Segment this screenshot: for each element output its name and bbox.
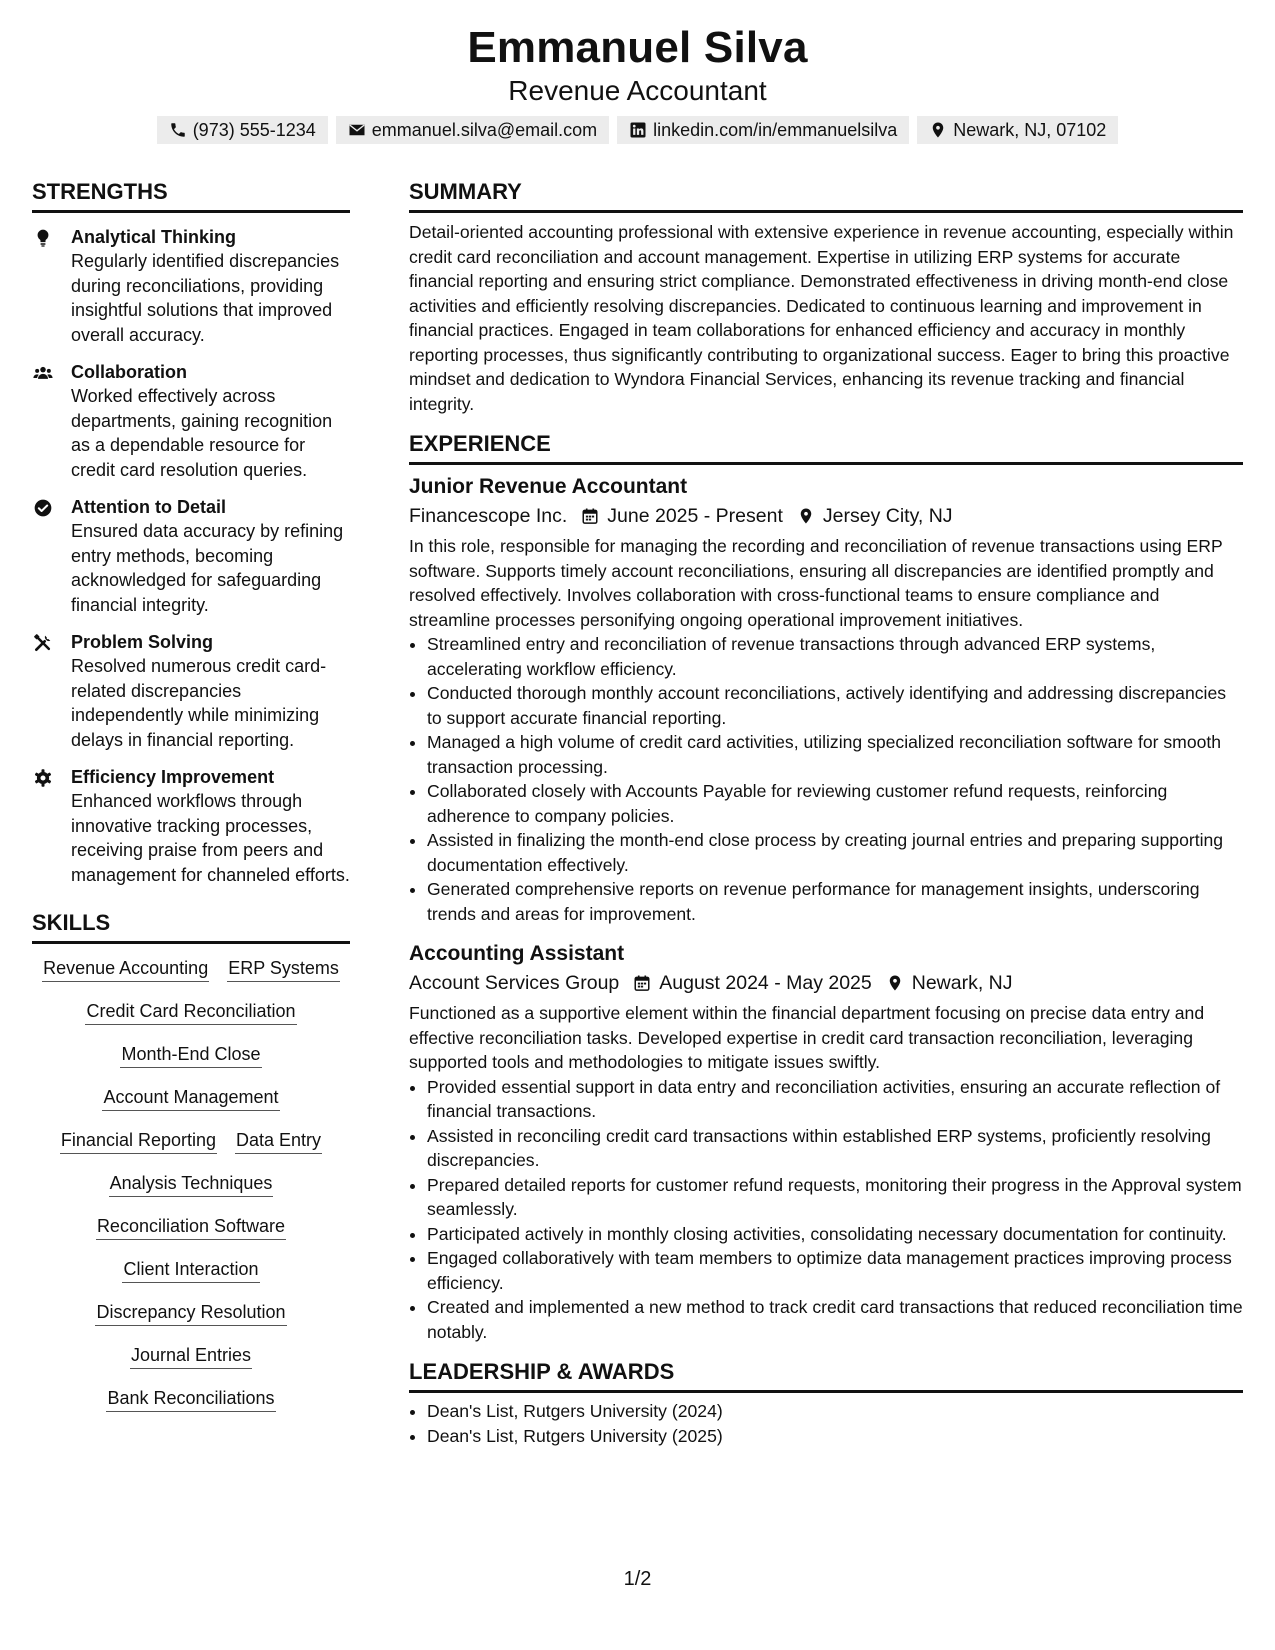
map-pin-icon — [797, 507, 815, 525]
strength-desc: Worked effectively across departments, gaining recognition as a dependable resource for credit card resolution queries. — [71, 386, 333, 480]
skill-tag: Revenue Accounting — [42, 956, 209, 982]
list-item: • Conducted thorough monthly account reconciliations, actively identifying and addressing discrepancies to support accurate financial reporting. — [427, 681, 1243, 730]
strength-desc: Resolved numerous credit card-related discrepancies independently while minimizing delays in financial reporting. — [71, 656, 327, 750]
strength-item — [32, 225, 350, 347]
job-dates: June 2025 - Present — [607, 505, 783, 527]
strength-title: Collaboration — [71, 362, 187, 382]
list-item: • Assisted in finalizing the month-end close process by creating journal entries and preparing supporting documentation effectively. — [427, 828, 1243, 877]
users-icon — [33, 363, 53, 383]
skill-tag: Data Entry — [235, 1128, 322, 1154]
envelope-icon — [348, 121, 366, 139]
job-title: Junior Revenue Accountant — [409, 475, 688, 498]
skill-tag: Reconciliation Software — [96, 1214, 286, 1240]
contact-phone-text: (973) 555-1234 — [192, 120, 316, 140]
job-meta — [409, 502, 1243, 530]
skill-tag: Bank Reconciliations — [106, 1386, 275, 1412]
skill-tag: Analysis Techniques — [109, 1171, 274, 1197]
list-item: • Generated comprehensive reports on revenue performance for management insights, underscoring trends and areas for improvement. — [427, 877, 1243, 926]
job-location: Jersey City, NJ — [822, 505, 953, 527]
list-item: • Dean's List, Rutgers University (2025) — [427, 1424, 1243, 1449]
strengths-heading: STRENGTHS — [32, 178, 350, 213]
skill-tag: Account Management — [102, 1085, 279, 1111]
contact-linkedin-text: linkedin.com/in/emmanuelsilva — [653, 120, 898, 140]
summary-heading: SUMMARY — [409, 178, 1243, 213]
contact-email — [336, 116, 609, 144]
contact-linkedin — [617, 116, 909, 144]
awards-list — [409, 1399, 1243, 1448]
job-description: Functioned as a supportive element within the financial department focusing on precise data entry and effective reconciliation tasks. Developed expertise in credit card transaction reconciliation, leveraging supported tools and methodologies to mitigate issues swiftly. — [409, 1003, 1205, 1072]
contact-email-text: emmanuel.silva@email.com — [371, 120, 598, 140]
contact-phone — [157, 116, 328, 144]
strength-desc: Enhanced workflows through innovative tracking processes, receiving praise from peers and management for channeled efforts. — [71, 791, 350, 885]
strength-title: Analytical Thinking — [71, 227, 237, 247]
job-dates: August 2024 - May 2025 — [659, 972, 872, 994]
list-item: • Engaged collaboratively with team members to optimize data management practices improving process efficiency. — [427, 1246, 1243, 1295]
skill-tag: ERP Systems — [227, 956, 340, 982]
job-company: Account Services Group — [409, 972, 620, 994]
strength-desc: Ensured data accuracy by refining entry methods, becoming acknowledged for safeguarding financial integrity. — [71, 521, 344, 615]
job-description: In this role, responsible for managing the recording and reconciliation of revenue transactions using ERP software. Supports timely account reconciliations, ensuring all discrepancies are identified promptly and resolved effectively. Involves collaboration with cross-functional teams to ensure compliance and streamline processes personifying ongoing operational improvement initiatives. — [409, 536, 1223, 630]
contact-bar — [0, 116, 1275, 144]
map-pin-icon — [886, 974, 904, 992]
list-item: • Managed a high volume of credit card activities, utilizing specialized reconciliation software for smooth transaction processing. — [427, 730, 1243, 779]
skill-tag: Client Interaction — [122, 1257, 259, 1283]
job-location: Newark, NJ — [911, 972, 1013, 994]
strength-title: Problem Solving — [71, 632, 214, 652]
gear-icon — [33, 768, 53, 788]
list-item: • Collaborated closely with Accounts Payable for reviewing customer refund requests, reinforcing adherence to company policies. — [427, 779, 1243, 828]
lightbulb-icon — [33, 228, 53, 248]
candidate-name: Emmanuel Silva — [467, 23, 808, 72]
job-company: Financescope Inc. — [409, 505, 568, 527]
job-meta — [409, 969, 1243, 997]
page-number: 1/2 — [623, 1568, 652, 1590]
list-item: • Participated actively in monthly closing activities, consolidating necessary documentation for continuity. — [427, 1222, 1243, 1247]
strength-item — [32, 495, 350, 617]
strength-desc: Regularly identified discrepancies during reconciliations, providing insightful solutions that improved overall accuracy. — [71, 251, 340, 345]
skills-heading: SKILLS — [32, 909, 350, 944]
list-item: • Provided essential support in data entry and reconciliation activities, ensuring an accurate reflection of financial transactions. — [427, 1075, 1243, 1124]
list-item: • Dean's List, Rutgers University (2024) — [427, 1399, 1243, 1424]
resume-header — [0, 0, 1275, 144]
list-item: • Assisted in reconciling credit card transactions within established ERP systems, proficiently resolving discrepancies. — [427, 1124, 1243, 1173]
job-bullets — [409, 632, 1243, 926]
skill-tag: Financial Reporting — [60, 1128, 217, 1154]
summary-text: Detail-oriented accounting professional with extensive experience in revenue accounting, especially within credit card reconciliation and account management. Expertise in utilizing ERP systems for accurate financial reporting and ensuring strict compliance. Demonstrated effectiveness in driving month-end close activities and efficiently resolving discrepancies. Dedicated to continuous learning and improvement in financial practices. Engaged in team collaborations for enhanced efficiency and accuracy in monthly reporting processes, thus significantly contributing to organizational success. Eager to bring this proactive mindset and dedication to Wyndora Financial Services, enhancing its revenue tracking and financial integrity. — [409, 222, 1234, 414]
skill-tag: Discrepancy Resolution — [95, 1300, 286, 1326]
strength-item — [32, 630, 350, 752]
list-item: • Streamlined entry and reconciliation of revenue transactions through advanced ERP systems, accelerating workflow efficiency. — [427, 632, 1243, 681]
tools-icon — [33, 633, 53, 653]
skill-tag: Credit Card Reconciliation — [85, 999, 296, 1025]
skill-tag: Journal Entries — [130, 1343, 252, 1369]
candidate-role: Revenue Accountant — [508, 75, 767, 106]
job-bullets — [409, 1075, 1243, 1345]
left-column — [32, 178, 350, 1429]
calendar-icon — [581, 507, 599, 525]
phone-icon — [169, 121, 187, 139]
linkedin-icon — [629, 121, 647, 139]
job-entry — [409, 940, 1243, 1344]
job-title: Accounting Assistant — [409, 942, 625, 965]
experience-heading: EXPERIENCE — [409, 430, 1243, 465]
right-column — [409, 178, 1243, 1448]
contact-location — [917, 116, 1118, 144]
strength-title: Efficiency Improvement — [71, 767, 275, 787]
leadership-heading: LEADERSHIP & AWARDS — [409, 1358, 1243, 1393]
skills-list — [32, 956, 350, 1412]
strength-title: Attention to Detail — [71, 497, 226, 517]
map-pin-icon — [929, 121, 947, 139]
job-entry — [409, 473, 1243, 926]
strength-item — [32, 360, 350, 482]
check-circle-icon — [33, 498, 53, 518]
strength-item — [32, 765, 350, 887]
strengths-list — [32, 225, 350, 887]
calendar-icon — [633, 974, 651, 992]
list-item: • Prepared detailed reports for customer refund requests, monitoring their progress in the Approval system seamlessly. — [427, 1173, 1243, 1222]
skill-tag: Month-End Close — [120, 1042, 261, 1068]
list-item: • Created and implemented a new method to track credit card transactions that reduced reconciliation time notably. — [427, 1295, 1243, 1344]
contact-location-text: Newark, NJ, 07102 — [953, 120, 1107, 140]
